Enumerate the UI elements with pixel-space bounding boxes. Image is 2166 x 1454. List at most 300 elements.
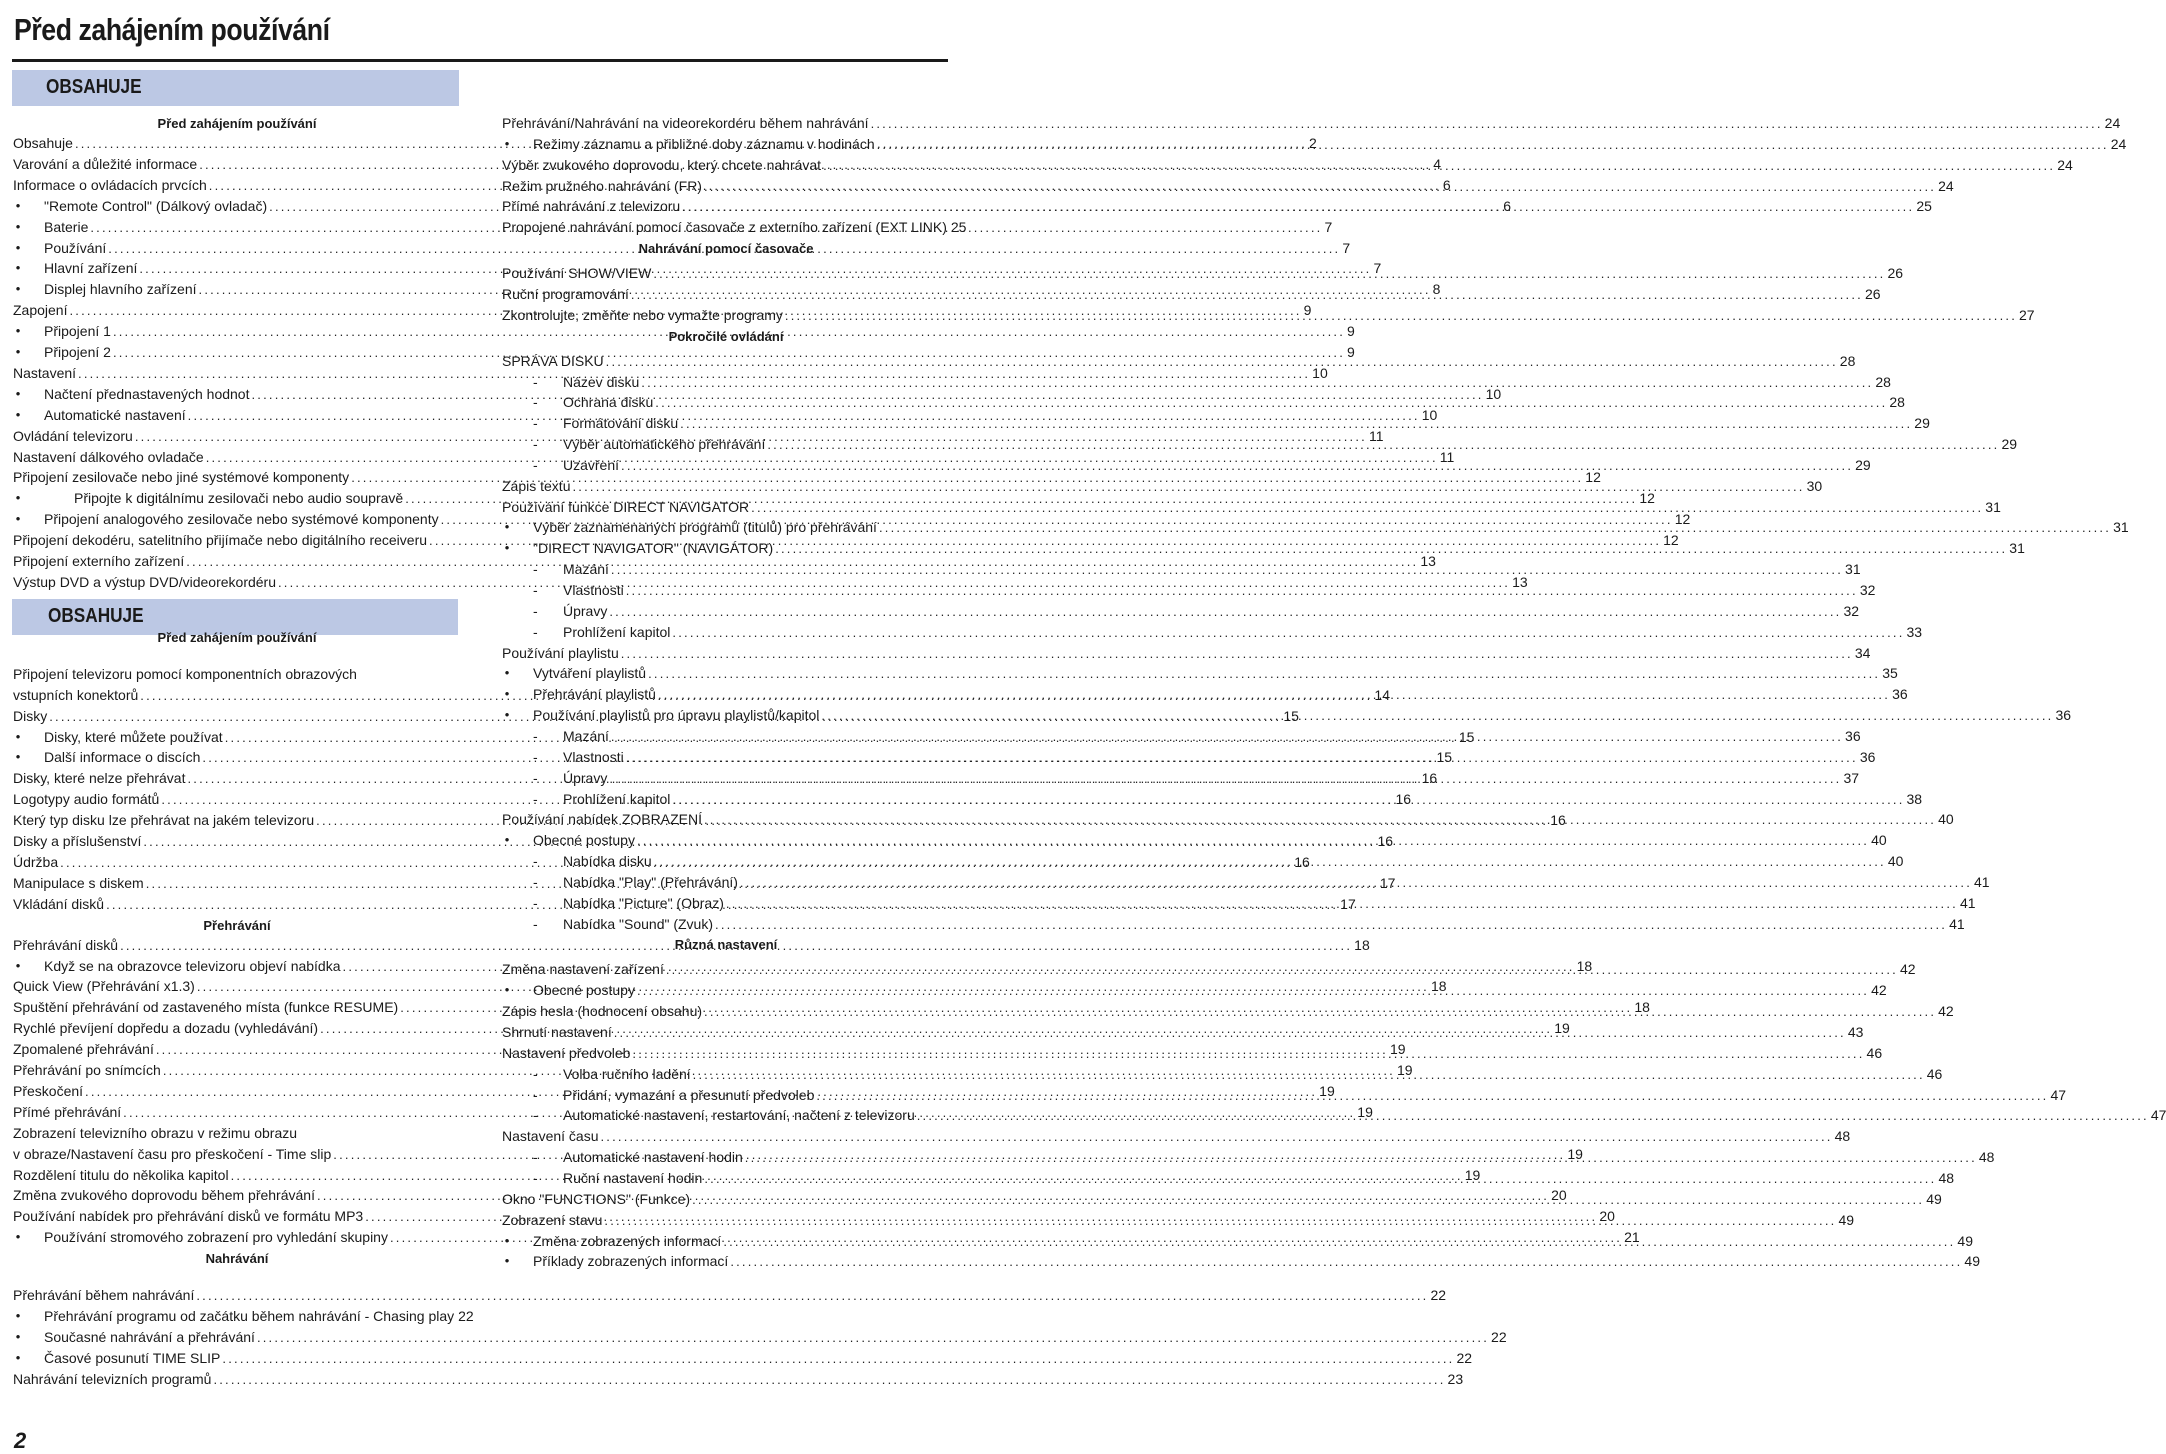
toc-page-number: 36 <box>1892 686 1908 703</box>
toc-page-number: 12 <box>1585 469 1601 486</box>
bullet-icon: • <box>15 1328 21 1344</box>
dot-leader <box>609 602 1841 622</box>
toc-entry-label: Prohlížení kapitol <box>563 623 671 640</box>
toc-entry-label: Zapojení <box>13 302 68 319</box>
toc-entry-label: Uzavření <box>563 456 620 473</box>
dot-leader <box>726 894 1958 914</box>
toc-page-number: 37 <box>1843 769 1860 786</box>
toc-page-number: 46 <box>1866 1044 1883 1061</box>
toc-entry-label: Displej hlavního zařízení <box>44 281 197 298</box>
toc-entry-label: Přímé nahrávání z televizoru <box>502 198 681 215</box>
toc-page-number: 12 <box>1674 511 1691 528</box>
dash-icon: - <box>533 436 538 453</box>
dash-icon: - <box>533 415 538 432</box>
toc-page-number: 16 <box>1395 791 1412 808</box>
toc-entry-label: Používání SHOW/VIEW <box>502 265 652 282</box>
toc-page-number: 15 <box>1283 707 1299 724</box>
toc-entry-label: Používání playlistu <box>502 644 619 661</box>
toc-page-number: 38 <box>1906 790 1923 807</box>
dot-leader <box>693 1065 1925 1085</box>
dash-icon: - <box>533 769 538 786</box>
toc-page-number: 15 <box>1436 749 1453 766</box>
toc-page-number: 32 <box>1843 602 1860 619</box>
toc-entry-label: Informace o ovládacích prvcích <box>13 176 207 193</box>
section-heading: Pokročilé ovládání <box>668 328 784 344</box>
bullet-icon: • <box>15 323 21 339</box>
toc-entry-label: Přehrávání programu od začátku během nahrávání - Chasing play <box>44 1308 455 1324</box>
toc-entry-label: Disky, které můžete používat <box>44 728 223 745</box>
toc-page-number: 19 <box>1567 1145 1583 1162</box>
dash-icon: - <box>533 561 538 578</box>
toc-entry-label: Připojení 2 <box>44 344 111 360</box>
toc-entry[interactable] <box>502 663 1898 683</box>
dash-icon: - <box>533 1149 538 1166</box>
toc-page-number: 31 <box>1845 561 1861 578</box>
toc-entry-label: Změna zobrazených informací <box>533 1232 722 1249</box>
toc-entry-label: Zápis textu <box>502 477 571 494</box>
toc-page-number: 24 <box>2110 135 2127 152</box>
toc-entry-label: Používání funkce DIRECT NAVIGATOR <box>502 498 750 515</box>
toc-page-number: 42 <box>1938 1003 1954 1020</box>
dash-icon: - <box>533 1086 538 1103</box>
toc-page-number: 35 <box>1882 665 1898 682</box>
toc-page-number: 24 <box>2057 156 2073 173</box>
toc-entry[interactable] <box>13 1285 1447 1305</box>
toc-entry-label: Logotypy audio formátů <box>13 791 160 808</box>
dash-icon: - <box>533 1107 538 1124</box>
toc-page-number: 11 <box>1368 427 1384 444</box>
dot-leader <box>641 373 1873 393</box>
toc-page-number: 20 <box>1551 1187 1567 1204</box>
toc-entry-label: Nastavení času <box>502 1128 599 1145</box>
dot-leader <box>621 456 1853 476</box>
bullet-icon: • <box>15 260 21 276</box>
toc-entry-label: Mazání <box>563 727 609 744</box>
toc-page-number: 6 <box>1442 176 1451 193</box>
dot-leader <box>823 156 2055 176</box>
toc-entry[interactable] <box>502 176 1954 196</box>
bullet-icon: • <box>15 281 21 297</box>
toc-page-number: 16 <box>1377 833 1394 849</box>
toc-entry-label: Obsahuje <box>13 135 73 151</box>
toc-page-number: 18 <box>1634 999 1650 1016</box>
toc-entry[interactable] <box>502 643 1871 663</box>
dot-leader <box>632 1044 1864 1064</box>
dot-leader <box>614 1023 1846 1043</box>
toc-page-number: 22 <box>1491 1328 1507 1345</box>
toc-page-number: 42 <box>1899 961 1916 978</box>
section-heading: Přehrávání <box>203 917 271 933</box>
dot-leader <box>604 1211 1836 1231</box>
toc-entry[interactable] <box>13 1327 1507 1347</box>
dot-leader <box>871 114 2103 134</box>
dot-leader <box>877 135 2109 155</box>
toc-page-number: 31 <box>1985 498 2001 515</box>
toc-page-number: 47 <box>2050 1086 2067 1103</box>
toc-entry-label: Rozdělení titulu do několika kapitol <box>13 1166 229 1183</box>
toc-page-number: 19 <box>1396 1062 1413 1078</box>
toc-page-number: 6 <box>1503 197 1512 214</box>
toc-page-number: 19 <box>1319 1082 1335 1099</box>
toc-entry-label: Ruční nastavení hodin <box>563 1169 703 1186</box>
toc-entry-label: Vytváření playlistů <box>533 665 647 682</box>
toc-entry[interactable] <box>502 284 1881 304</box>
toc-page-number: 31 <box>2113 519 2129 536</box>
toc-page-number: 21 <box>1624 1229 1640 1246</box>
toc-page-number: 36 <box>1859 748 1876 765</box>
toc-page-number: 17 <box>1379 874 1396 891</box>
dot-leader <box>730 1252 1962 1272</box>
toc-entry-label: Změna nastavení zařízení <box>502 961 664 978</box>
toc-entry[interactable] <box>502 1251 1980 1271</box>
section-heading: Nahrávání pomocí časovače <box>638 241 814 257</box>
toc-page-number: 7 <box>1342 239 1351 256</box>
toc-entry-label: Ruční programování <box>502 285 629 302</box>
toc-page-number: 22 <box>1456 1349 1473 1366</box>
page-number: 2 <box>14 1428 27 1453</box>
toc-entry-label: Nabídka disku <box>563 853 652 870</box>
dot-leader <box>680 414 1912 434</box>
toc-page-number: 26 <box>1887 265 1904 282</box>
toc-page-number: 36 <box>2055 707 2072 724</box>
contents-banner <box>12 70 459 106</box>
toc-page-number: 16 <box>1421 770 1438 787</box>
toc-page-number: 10 <box>1312 364 1328 381</box>
toc-entry[interactable] <box>502 914 1965 934</box>
toc-entry[interactable] <box>502 113 2121 133</box>
toc-page-number: 16 <box>1294 853 1310 870</box>
toc-page-number: 10 <box>1485 385 1502 402</box>
dot-leader <box>626 748 1858 768</box>
toc-page-number: 49 <box>1964 1253 1980 1270</box>
toc-entry[interactable] <box>13 1348 1473 1368</box>
toc-entry-label: Přehrávání po snímcích <box>13 1062 161 1078</box>
bullet-icon: • <box>504 686 510 702</box>
bullet-icon: • <box>15 749 21 765</box>
bullet-icon: • <box>15 344 21 359</box>
toc-page-number: 40 <box>1887 853 1904 870</box>
dot-leader <box>637 981 1869 1001</box>
toc-page-number: 8 <box>1432 281 1441 298</box>
dot-leader <box>213 1370 1445 1390</box>
toc-entry-label: Varování a důležité informace <box>13 155 198 172</box>
dot-leader <box>648 664 1880 684</box>
toc-entry[interactable] <box>502 217 967 237</box>
section-heading: Nahrávání <box>205 1251 269 1267</box>
toc-entry[interactable] <box>13 664 461 684</box>
bullet-icon: • <box>504 832 510 848</box>
dot-leader <box>821 706 2053 726</box>
toc-page-number: 49 <box>1838 1211 1855 1228</box>
toc-page-number: 20 <box>1599 1208 1615 1225</box>
section-heading: Před zahájením používání <box>157 116 317 131</box>
dash-icon: - <box>533 873 538 890</box>
bullet-icon: • <box>15 957 21 973</box>
dot-leader <box>785 306 2017 326</box>
banner-title: OBSAHUJE <box>46 76 142 98</box>
toc-page-number: 24 <box>1938 177 1954 194</box>
toc-entry-label: Výběr zaznamenaných programů (titulů) pro přehrávání <box>533 519 877 536</box>
toc-page-number: 12 <box>1663 532 1679 549</box>
toc-entry[interactable] <box>502 601 1860 621</box>
toc-page-number: 49 <box>1926 1190 1942 1207</box>
toc-entry-label: Přidání, vymazání a přesunutí předvoleb <box>563 1086 815 1103</box>
toc-page-number: 41 <box>1949 915 1965 932</box>
toc-entry-label: Používání nabídek ZOBRAZENÍ <box>502 811 702 828</box>
toc-entry-label: Připojení televizoru pomocí komponentních obrazových <box>13 665 357 682</box>
toc-entry[interactable] <box>13 1369 1464 1389</box>
dot-leader <box>196 1286 1428 1306</box>
toc-page-number: 18 <box>1576 957 1593 974</box>
toc-entry-label: vstupních konektorů <box>13 686 139 703</box>
toc-entry-label: Vlastnosti <box>563 582 624 598</box>
toc-page-number: 34 <box>1854 644 1871 661</box>
dot-leader <box>672 790 1904 810</box>
toc-page-number: 14 <box>1374 686 1390 703</box>
dot-leader <box>740 873 1972 893</box>
toc-entry[interactable] <box>502 134 2127 154</box>
dot-leader <box>704 1169 1936 1189</box>
toc-entry-label: Formátování disku <box>563 415 679 432</box>
toc-page-number: 23 <box>1447 1370 1464 1387</box>
toc-entry[interactable] <box>502 305 2035 325</box>
toc-entry-label: v obraze/Nastavení času pro přeskočení - Time slip <box>13 1145 332 1162</box>
toc-entry[interactable] <box>502 1126 1851 1146</box>
toc-page-number: 7 <box>1373 260 1382 277</box>
toc-page-number: 9 <box>1347 344 1355 360</box>
toc-entry[interactable] <box>502 263 1904 283</box>
toc-entry-label: Úpravy <box>563 769 608 786</box>
dot-leader <box>658 685 1890 705</box>
toc-entry[interactable] <box>502 196 1932 216</box>
bullet-icon: • <box>15 197 21 213</box>
toc-page-number: 24 <box>2104 115 2121 131</box>
toc-entry-label: Připojení externího zařízení <box>13 553 185 569</box>
toc-page-number: 12 <box>1639 490 1655 507</box>
bullet-icon: • <box>504 135 510 151</box>
toc-page-number: 4 <box>1433 155 1442 172</box>
toc-entry-label: Nastavení <box>13 364 77 381</box>
dot-leader <box>606 352 1838 372</box>
toc-page-number: 48 <box>1978 1149 1995 1166</box>
toc-page-number: 49 <box>1957 1232 1973 1249</box>
dot-leader <box>631 285 1863 305</box>
toc-entry-label: Nastavení dálkového ovladače <box>13 448 204 465</box>
toc-entry-label: Hlavní zařízení <box>44 260 138 277</box>
toc-page-number: 33 <box>1906 623 1923 640</box>
toc-page-number: 43 <box>1847 1024 1864 1040</box>
bullet-icon: • <box>504 519 510 535</box>
toc-entry-label: Manipulace s diskem <box>13 874 144 891</box>
toc-page-number: 29 <box>1855 456 1871 473</box>
toc-page-number: 28 <box>1889 394 1905 411</box>
toc-entry-label: Režim pružného nahrávání (FR) <box>502 177 702 194</box>
title-divider <box>12 59 948 62</box>
toc-page-number: 13 <box>1420 553 1436 569</box>
dash-icon: - <box>533 790 538 807</box>
toc-page-number: 32 <box>1859 582 1876 598</box>
toc-page-number: 9 <box>1347 323 1355 340</box>
dash-icon: - <box>533 748 538 765</box>
toc-page-number: 41 <box>1974 873 1990 890</box>
toc-entry-label: Disky, které nelze přehrávat <box>13 770 186 787</box>
toc-entry-label: Obecné postupy <box>533 982 635 999</box>
toc-entry-label: Výběr automatického přehrávání <box>563 436 766 453</box>
toc-page-number: 26 <box>1864 285 1881 302</box>
toc-page-number: 30 <box>1806 477 1823 494</box>
dot-leader <box>572 477 1804 497</box>
toc-entry-label: Okno "FUNCTIONS" (Funkce) <box>502 1190 691 1207</box>
toc-page-number: 27 <box>2019 306 2035 323</box>
dot-leader <box>611 727 1843 747</box>
dot-leader <box>672 623 1904 643</box>
dot-leader <box>723 1232 1955 1252</box>
toc-entry[interactable] <box>13 1123 461 1143</box>
dot-leader <box>626 581 1858 601</box>
bullet-icon: • <box>15 385 21 401</box>
dot-leader <box>653 264 1885 284</box>
toc-entry-label: Vlastnosti <box>563 748 624 765</box>
toc-entry-label: Přehrávání/Nahrávání na videorekordéru během nahrávání <box>502 115 869 131</box>
toc-page-number: 47 <box>2150 1107 2166 1124</box>
bullet-icon: • <box>504 1253 510 1269</box>
dot-leader <box>816 1086 2048 1106</box>
toc-page-number: 48 <box>1938 1169 1955 1186</box>
section-heading: Různá nastavení <box>674 937 778 953</box>
bullet-icon: • <box>504 540 510 556</box>
dot-leader <box>621 644 1853 664</box>
toc-entry-label: Současné nahrávání a přehrávání <box>44 1328 255 1345</box>
toc-page-number: 10 <box>1421 406 1438 423</box>
toc-entry-label: Který typ disku lze přehrávat na jakém televizoru <box>13 812 315 829</box>
dot-leader <box>704 810 1936 830</box>
bullet-icon: • <box>504 707 510 723</box>
toc-entry-label: Výběr zvukového doprovodu, který chcete nahrávat <box>502 156 822 173</box>
bullet-icon: • <box>15 218 21 234</box>
toc-entry-label: Další informace o discích <box>44 749 201 766</box>
dot-leader <box>637 831 1869 851</box>
toc-entry-label: Přeskočení <box>13 1082 84 1099</box>
dot-leader <box>704 1002 1936 1022</box>
dot-leader <box>715 915 1947 935</box>
toc-entry-label: Přehrávání během nahrávání <box>13 1287 195 1304</box>
toc-entry-label: Rychlé převíjení dopředu a dozadu (vyhledávání) <box>13 1020 319 1037</box>
toc-entry-label: Změna zvukového doprovodu během přehrávání <box>13 1187 315 1204</box>
toc-entry-label: Prohlížení kapitol <box>563 790 671 807</box>
dash-icon: - <box>533 373 538 390</box>
toc-entry-label: Ochrana disku <box>563 394 654 411</box>
toc-entry-label: Připojení zesilovače nebo jiné systémové komponenty <box>13 469 350 486</box>
toc-page-number: 19 <box>1464 1166 1481 1183</box>
toc-entry-label: Připojení dekodéru, satelitního přijímače nebo digitálního receiveru <box>13 532 428 549</box>
toc-page-number: 25 <box>950 219 967 236</box>
bullet-icon: • <box>15 490 21 506</box>
toc-page-number: 18 <box>1430 978 1447 995</box>
toc-entry-label: Úpravy <box>563 602 608 619</box>
toc-entry-label: Propojené nahrávání pomocí časovače z externího zařízení (EXT LINK) <box>502 219 947 236</box>
toc-page-number: 7 <box>1324 218 1333 235</box>
toc-entry-label: Výstup DVD a výstup DVD/videorekordéru <box>13 573 276 590</box>
dash-icon: - <box>533 623 538 640</box>
toc-page-number: 31 <box>2009 540 2025 557</box>
toc-entry-label: Příklady zobrazených informací <box>533 1253 729 1270</box>
dot-leader <box>745 1148 1977 1168</box>
toc-entry-label: Připojte k digitálnímu zesilovači nebo audio soupravě <box>74 490 404 507</box>
toc-page-number: 11 <box>1439 448 1455 465</box>
toc-entry-label: Připojení analogového zesilovače nebo systémové komponenty <box>44 511 439 528</box>
toc-entry-label: Používání nabídek pro přehrávání disků ve formátu MP3 <box>13 1208 364 1225</box>
toc-entry-label: Zpomalené přehrávání <box>13 1041 154 1058</box>
toc-page-number: 48 <box>1834 1128 1851 1145</box>
toc-entry[interactable] <box>502 155 2073 175</box>
toc-entry-label: Shrnutí nastavení <box>502 1024 612 1040</box>
toc-entry-label: Nastavení předvoleb <box>502 1044 631 1061</box>
toc-entry-label: Používání playlistů pro úpravu playlistů/kapitol <box>533 707 820 724</box>
toc-entry[interactable] <box>13 1306 474 1326</box>
bullet-icon: • <box>504 1232 510 1248</box>
toc-page-number: 40 <box>1938 811 1954 828</box>
toc-entry-label: Údržba <box>13 853 59 870</box>
toc-entry-label: "DIRECT NAVIGATOR" (NAVIGÁTOR) <box>533 540 774 557</box>
toc-entry-label: Zápis hesla (hodnocení obsahu) <box>502 1003 703 1020</box>
dash-icon: - <box>533 394 538 411</box>
toc-page-number: 42 <box>1871 982 1887 999</box>
toc-entry-label: Baterie <box>44 218 89 235</box>
dot-leader <box>666 960 1898 980</box>
section-heading: Před zahájením používání <box>157 629 317 645</box>
toc-page-number: 13 <box>1512 573 1528 590</box>
dash-icon: - <box>533 1065 538 1082</box>
toc-page-number: 19 <box>1554 1020 1570 1037</box>
dot-leader <box>257 1328 1489 1348</box>
toc-entry[interactable] <box>502 351 1856 371</box>
bullet-icon: • <box>15 1308 21 1323</box>
toc-entry-label: Vkládání disků <box>13 895 105 912</box>
dot-leader <box>751 498 1983 518</box>
toc-page-number: 2 <box>1309 135 1317 151</box>
dash-icon: - <box>533 894 538 911</box>
toc-entry-label: Když se na obrazovce televizoru objeví nabídka <box>44 957 341 974</box>
dot-leader <box>655 393 1887 413</box>
toc-entry-label: Mazání <box>563 561 609 578</box>
toc-entry-label: Název disku <box>563 373 640 390</box>
toc-entry-label: Nabídka "Play" (Přehrávání) <box>563 873 738 890</box>
dot-leader <box>611 560 1843 580</box>
toc-entry[interactable] <box>502 622 1923 642</box>
bullet-icon: • <box>15 1229 21 1245</box>
toc-entry-label: Časové posunutí TIME SLIP <box>44 1349 221 1366</box>
bullet-icon: • <box>15 239 21 255</box>
toc-entry-label: Používání stromového zobrazení pro vyhledání skupiny <box>44 1229 388 1246</box>
dot-leader <box>609 769 1841 789</box>
toc-entry-label: Automatické nastavení hodin <box>563 1149 743 1166</box>
toc-entry-label: Nahrávání televizních programů <box>13 1370 212 1387</box>
dot-leader <box>775 539 2007 559</box>
toc-entry-label: Disky a příslušenství <box>13 833 142 849</box>
toc-page-number: 16 <box>1550 812 1566 829</box>
toc-page-number: 36 <box>1845 727 1861 744</box>
toc-page-number: 9 <box>1303 302 1312 319</box>
toc-entry-label: Automatické nastavení <box>44 406 186 423</box>
toc-entry-label: Používání <box>44 239 107 256</box>
dot-leader <box>767 435 1999 455</box>
banner-title: OBSAHUJE <box>48 604 144 627</box>
toc-page-number: 19 <box>1357 1103 1373 1120</box>
toc-page-number: 41 <box>1960 894 1976 911</box>
toc-entry-label: Disky <box>13 707 48 724</box>
toc-page-number: 29 <box>2001 436 2018 453</box>
dash-icon: - <box>533 456 538 473</box>
